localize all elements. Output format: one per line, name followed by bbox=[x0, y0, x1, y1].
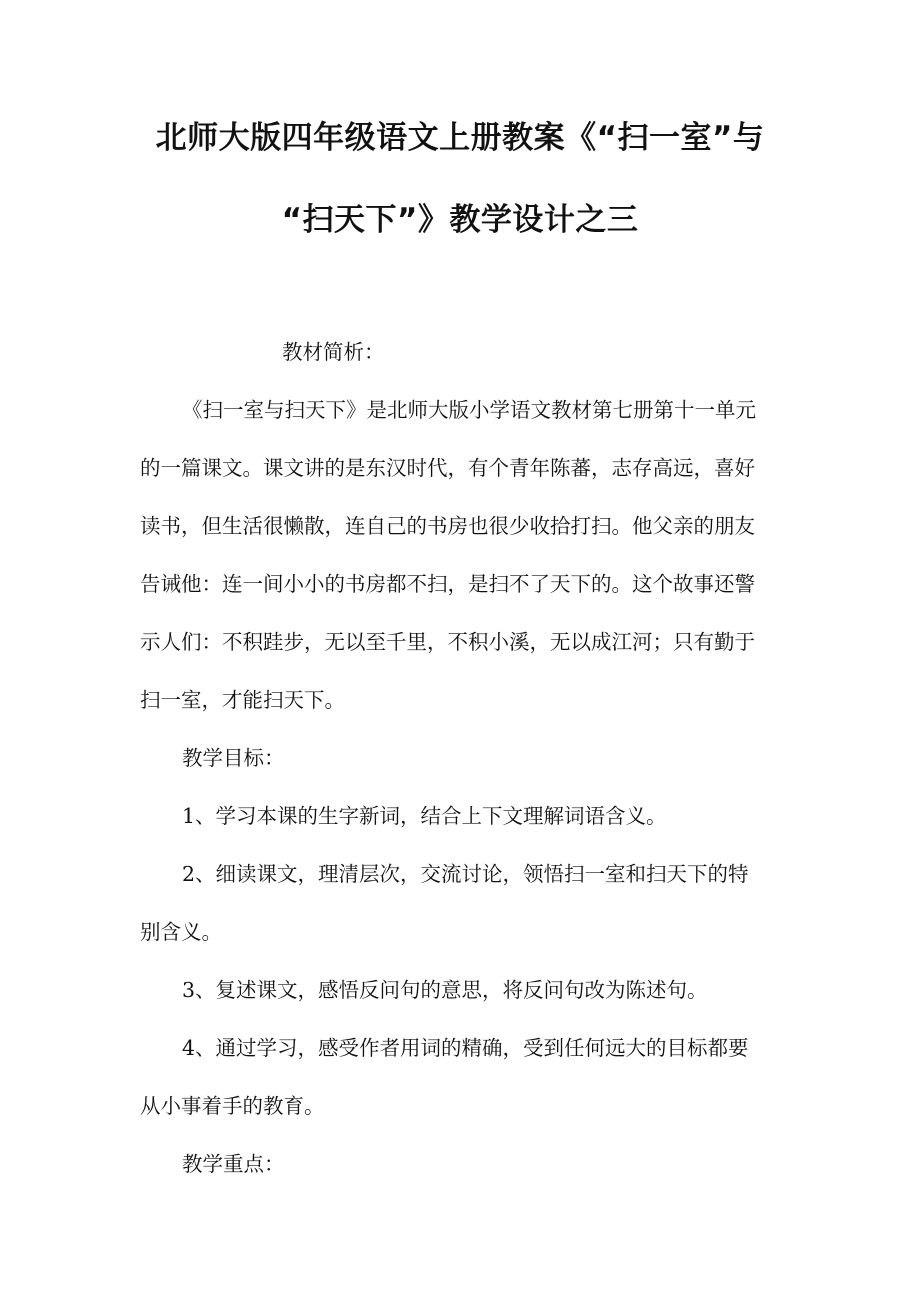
analysis-line: 的一篇课文。课文讲的是东汉时代，有个青年陈蕃，志存高远，喜好 bbox=[140, 456, 755, 480]
goal-item-2-line-2: 别含义。 bbox=[140, 920, 222, 944]
goal-item-1: 1、学习本课的生字新词，结合上下文理解词语含义。 bbox=[182, 804, 667, 828]
analysis-line: 告诫他：连一间小小的书房都不扫，是扫不了天下的。这个故事还警 bbox=[140, 572, 755, 596]
analysis-line: 读书，但生活很懒散，连自己的书房也很少收拾打扫。他父亲的朋友 bbox=[140, 514, 755, 538]
goal-item-2-line-1: 2、细读课文，理清层次，交流讨论，领悟扫一室和扫天下的特 bbox=[182, 862, 749, 886]
analysis-line: 扫一室，才能扫天下。 bbox=[140, 688, 345, 712]
section-heading-key-points: 教学重点： bbox=[182, 1152, 285, 1176]
goal-item-4-line-1: 4、通过学习，感受作者用词的精确，受到任何远大的目标都要 bbox=[182, 1036, 749, 1060]
section-heading-analysis: 教材简析： bbox=[282, 340, 385, 364]
goal-item-4-line-2: 从小事着手的教育。 bbox=[140, 1094, 325, 1118]
analysis-line: 示人们：不积跬步，无以至千里，不积小溪，无以成江河；只有勤于 bbox=[140, 630, 755, 654]
analysis-line: 《扫一室与扫天下》是北师大版小学语文教材第七册第十一单元 bbox=[182, 398, 756, 422]
goal-item-3: 3、复述课文，感悟反问句的意思，将反问句改为陈述句。 bbox=[182, 978, 708, 1002]
document-title-line-2: “扫天下”》教学设计之三 bbox=[281, 202, 639, 238]
section-heading-goals: 教学目标： bbox=[182, 746, 285, 770]
document-title-line-1: 北师大版四年级语文上册教案《“扫一室”与 bbox=[155, 120, 765, 156]
